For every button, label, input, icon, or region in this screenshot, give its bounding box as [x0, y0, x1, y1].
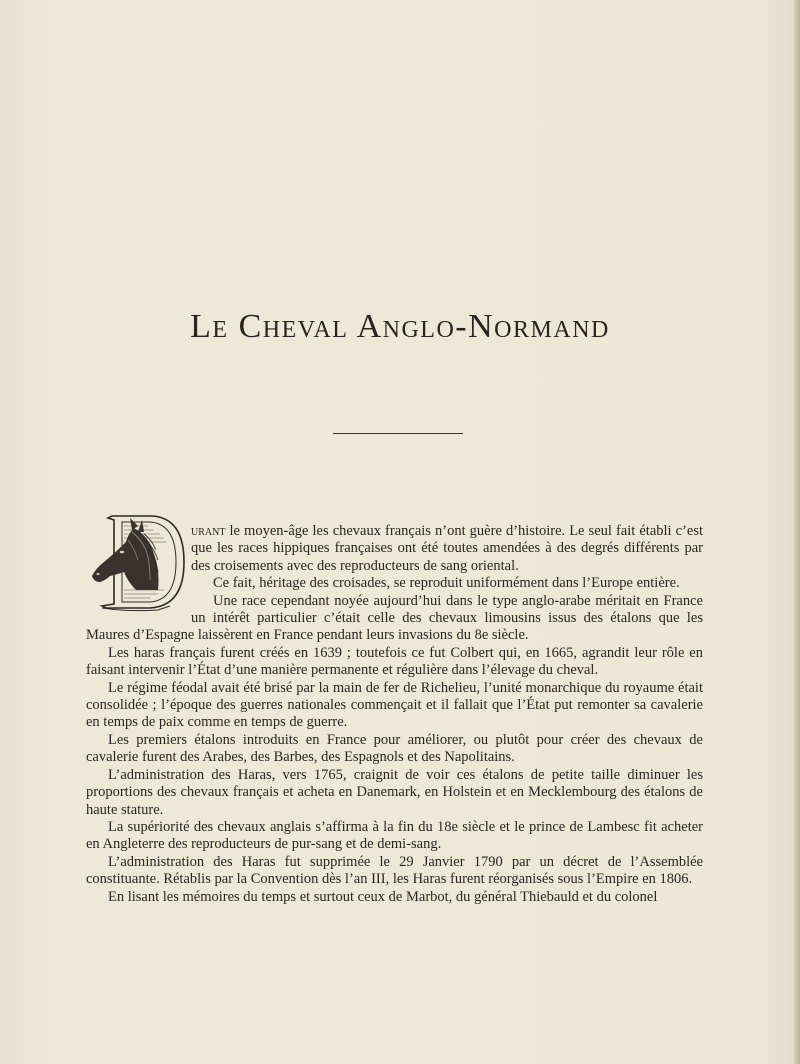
paragraph: urant le moyen-âge les chevaux français n’ont guère d’histoire. Le seul fait établi c’est que les races hippiques françaises ont été toutes amendées à des degrés différents par des croisements avec des reproducteurs de sang oriental. — [191, 523, 703, 574]
paragraph: Le régime féodal avait été brisé par la main de fer de Richelieu, l’unité monarchique du royaume était consolidée ; l’époque des guerres nationales commençait et il fallait que l’État put remonter sa cavalerie en temps de paix comme en temps de guerre. — [86, 679, 703, 731]
paragraph: Les haras français furent créés en 1639 ; toutefois ce fut Colbert qui, en 1665, agrandit leur rôle en faisant intervenir l’État d’une manière permanente et régulière dans l’élevage du cheval. — [86, 644, 703, 679]
first-word-lead: urant — [191, 523, 226, 539]
paragraph: La supériorité des chevaux anglais s’affirma à la fin du 18e siècle et le prince de Lambesc fit acheter en Angleterre des reproducteurs de pur-sang et de demi-sang. — [86, 818, 703, 853]
title-divider — [333, 433, 463, 434]
paragraph: L’administration des Haras fut supprimée le 29 Janvier 1790 par un décret de l’Assemblée constituante. Rétablis par la Convention dès l’an III, les Haras furent réorganisés sous l’Empire en 1806. — [86, 853, 703, 888]
paragraph: Une race cependant noyée aujourd’hui dans le type anglo-arabe méritait en France un intérêt particulier c’était celle des chevaux limousins issus des étalons que les Maures d’Espagne laissèrent en France pendant leurs invasions du 8e siècle. — [86, 592, 703, 644]
page-title: Le Cheval Anglo-Normand — [190, 308, 610, 345]
body-text — [86, 523, 703, 906]
paragraph: En lisant les mémoires du temps et surtout ceux de Marbot, du général Thiebauld et du colonel — [108, 888, 658, 905]
paragraph: L’administration des Haras, vers 1765, craignit de voir ces étalons de petite taille diminuer les proportions des chevaux français et acheta en Danemark, en Holstein et en Mecklembourg des étalons de haute stature. — [86, 766, 703, 818]
dropcap-space — [86, 523, 191, 611]
page-edge — [794, 0, 800, 1064]
paragraph: Ce fait, héritage des croisades, se reproduit uniformément dans l’Europe entière. — [213, 575, 680, 592]
paragraph: Les premiers étalons introduits en France pour améliorer, ou plutôt pour créer des chevaux de cavalerie furent des Arabes, des Barbes, des Espagnols et des Napolitains. — [86, 731, 703, 766]
